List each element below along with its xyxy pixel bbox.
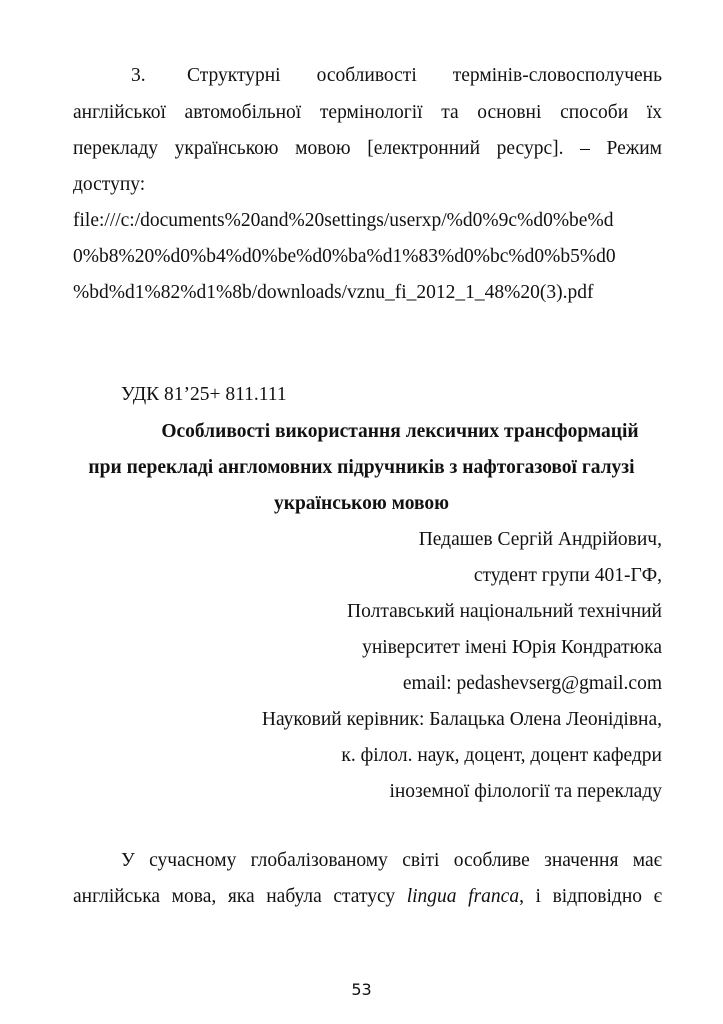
reference-line-2: англійської автомобільної термінології та основні способи їх	[73, 102, 662, 123]
body-text-segment: англійська мова, яка набула статусу	[73, 886, 407, 907]
author-university-line-1: Полтавський національний технічний	[347, 601, 662, 622]
supervisor-line-3: іноземної філології та перекладу	[389, 781, 662, 802]
udk-code: УДК 81’25+ 811.111	[121, 384, 287, 405]
author-email: email: pedashevserg@gmail.com	[402, 673, 662, 694]
article-title-line-1: Особливості використання лексичних трансформацій	[161, 421, 639, 442]
reference-line-4: доступу:	[73, 174, 146, 195]
lingua-franca-term: lingua franca	[406, 886, 520, 907]
article-title-line-2: при перекладі англомовних підручників з нафтогазової галузі	[88, 457, 635, 478]
article-title-line-3: українською мовою	[273, 493, 450, 514]
body-paragraph-line-1: У сучасному глобалізованому світі особливе значення має	[121, 850, 662, 871]
reference-line-3: перекладу українською мовою [електронний ресурс]. – Режим	[73, 138, 662, 159]
reference-line-1: Структурні особливості термінів-словосполучень	[187, 65, 662, 86]
supervisor-line-2: к. філол. наук, доцент, доцент кафедри	[341, 745, 662, 766]
author-university-line-2: університет імені Юрія Кондратюка	[362, 637, 662, 658]
supervisor-line-1: Науковий керівник: Балацька Олена Леонідівна,	[261, 709, 662, 730]
reference-url-line-2: 0%b8%20%d0%b4%d0%be%d0%ba%d1%83%d0%bc%d0%b5%d0	[73, 246, 616, 267]
reference-number: 3.	[131, 65, 146, 86]
body-paragraph-line-2	[73, 885, 662, 909]
author-group: студент групи 401-ГФ,	[473, 565, 662, 586]
page-number: 53	[351, 980, 372, 999]
body-text-segment: , і відповідно є	[519, 886, 663, 907]
author-name: Педашев Сергій Андрійович,	[418, 529, 662, 550]
reference-url-line-3: %bd%d1%82%d1%8b/downloads/vznu_fi_2012_1_48%20(3).pdf	[73, 282, 594, 303]
reference-url-line-1: file:///c:/documents%20and%20settings/userxp/%d0%9c%d0%be%d	[73, 210, 614, 231]
